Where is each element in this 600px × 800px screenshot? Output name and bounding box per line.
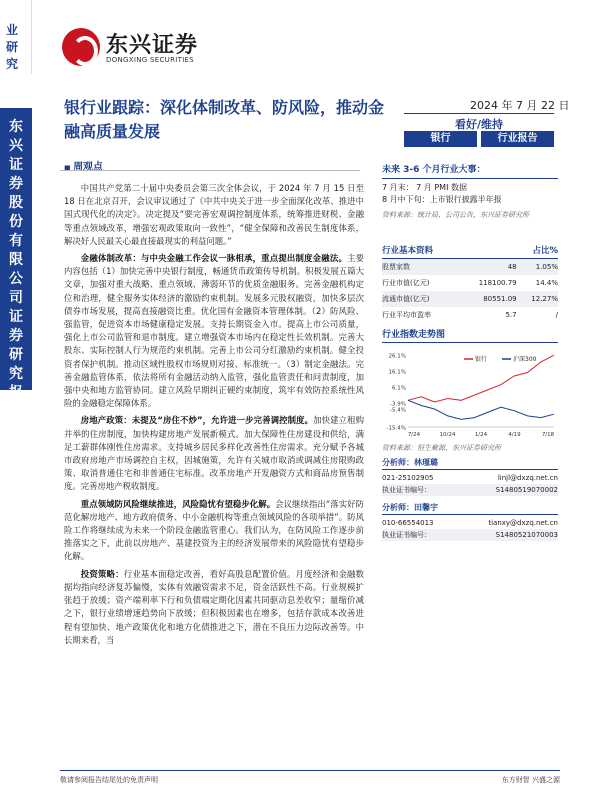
paragraph: 金融体制改革：与中央金融工作会议一脉相承，重点提出制度金融法。主要内容包括（1）加快完善中央银行制度，畅通货币政策传导机制。积极发展五篇大文章，加强对重大战略、重点领域、薄弱环节的优质金融服务。完善金融机构定位和治理，健全服务实体经济的激励约束机制。发展多元股权融资，加快多层次债券市场发展，提高直接融资比重。优化国有金融资本管理体制。（2）防风险、强监管，促进资本市场健康稳定发展。支持长期资金入市。提高上市公司质量，强化上市公司监管和退市制度。建立增强资本市场内在稳定性长效机制。完善大股东、实际控制人行为规范约束机制。完善上市公司分红激励约束机制。健全投资者保护机制。推动区域性股权市场规则对接、标准统一。（3）制定金融法。完善金融监管体系，依法将所有金融活动纳入监管，强化监管责任和问责制度，加强中央和地方监管协同。建立风险早期纠正硬约束制度，筑牢有效防控系统性风险的金融稳定保障体系。 <box>64 253 365 409</box>
calendar-item: 7 月末： 7 月 PMI 数据 <box>382 183 467 192</box>
legend-label-0: 银行 <box>475 356 488 363</box>
x-tick-label: 4/19 <box>508 432 521 438</box>
indicator-box <box>382 242 558 323</box>
date-divider <box>404 113 554 114</box>
indicator-head: 行业基本资料 <box>382 242 517 259</box>
x-tick-label: 1/24 <box>474 432 488 438</box>
paragraph: 重点领域防风险继续推进，风险隐忧有望稳步化解。会议继续指出“落实好防范化解房地产、地方政府债务、中小金融机构等重点领域风险的各项举措”。防风险工作将继续成为未来一个阶段金融监管重心。我们认为，在防风险工作逐步前推落实之下，此前以房地产、基建投资为主的经济发展带来的风险隐忧有望稳步化解。 <box>64 498 364 562</box>
analyst-phone: 021-25102905 linjl@dxzq.net.cn <box>382 474 558 482</box>
footer <box>60 770 560 785</box>
indicator-table <box>382 242 558 323</box>
section-rule <box>60 170 360 171</box>
sidebar <box>0 0 32 800</box>
x-tick-label: 7/18 <box>541 432 555 438</box>
sidebar-top-label: 业研究 <box>6 23 19 71</box>
logo-mark-icon <box>62 28 100 66</box>
legend-label-1: 沪深300 <box>513 356 537 363</box>
section-head: ■ 周观点 <box>64 158 103 173</box>
tag-type: 行业报告 <box>481 131 554 147</box>
calendar-head: 未来 3-6 个月行业大事： <box>382 164 558 179</box>
y-tick-label: 6.1% <box>392 385 406 392</box>
perf-head: 行业指数走势图 <box>382 327 558 343</box>
report-date: 2024 年 7 月 22 日 <box>470 99 570 112</box>
table-row: 流通市值(亿元) 80551.09 12.27% <box>382 291 558 307</box>
table-row: 行业市值(亿元) 118100.79 14.4% <box>382 278 558 287</box>
analyst-phone: 010-66554013 tianxy@dxzq.net.cn <box>382 519 558 527</box>
perf-box <box>382 327 558 346</box>
table-row: 行业平均市盈率 5.7 / <box>382 310 558 319</box>
rating: 看好/维持 <box>454 118 504 131</box>
paragraph: 中国共产党第二十届中央委员会第三次全体会议，于 2024 年 7 月 15 日至 18 日在北京召开，会议审议通过了《中共中央关于进一步全面深化改革、推进中国式现代化的决定》。决定提及“要完善宏观调控制度体系，统筹推进财税、金融等重点领域改革，增强宏观政策取向一致性”，“健全保障和改善民生制度体系，解决好人民最关心最直接最现实的利益问题。” <box>64 183 364 246</box>
series-line-1 <box>408 400 554 419</box>
perf-source-box <box>382 440 558 453</box>
index-chart-svg <box>382 349 558 439</box>
x-tick-label: 7/24 <box>407 432 421 438</box>
paragraph: 投资策略：行业基本面稳定改善，看好高股息配置价值。月度经济和金融数据均指向经济复苏偏慢，实体有效融资需求不足，资金活跃性不高。行业规模扩张趋于放缓；资产端利率下行和负债端定期化因素共同驱动息差收窄；量缩价减之下，银行业绩增速趋势向下放缓；但积极因素也在增多，包括存款成本改善进程有望加快、地产政策优化和地方化债推进之下，潜在不良压力边际改善等。中长期来看，当 <box>64 568 365 645</box>
calendar-box <box>382 164 558 221</box>
analyst-cert: 执业证书编号： S1480521070003 <box>382 531 558 539</box>
sidebar-band-label: 东兴证券股份有限公司证券研究报告 <box>9 119 23 420</box>
analyst-2: 分析师：田馨宇 010-66554013 tianxy@dxzq.net.cn 执业证书编号： S1480521070003 <box>382 503 558 539</box>
logo-cn: 东兴证券 <box>106 33 199 58</box>
sidebar-top <box>0 0 32 74</box>
report-title: 银行业跟踪：深化体制改革、防风险，推动金融高质量发展 <box>64 98 385 141</box>
footer-disclaimer: 敬请参阅报告结尾处的免责声明 <box>60 776 158 784</box>
sidebar-band <box>0 108 32 420</box>
report-body <box>64 182 364 651</box>
table-row: 股票家数 48 1.05% <box>382 259 558 275</box>
calendar-item: 8 月中下旬：上市银行披露半年报 <box>382 195 502 204</box>
paragraph: 房地产政策：未提及“房住不炒”，允许进一步完善调控制度。加快建立租购并举的住房制度，加快构建房地产发展新模式。加大保障性住房建设和供给，满足工薪群体刚性住房需求。支持城乡居民多样化改善性住房需求。充分赋予各城市政府房地产市场调控自主权，因城施策，允许有关城市取消或调减住房限购政策、取消普通住宅和非普通住宅标准。改革房地产开发融资方式和商品房预售制度。完善房地产税收制度。 <box>64 415 364 492</box>
tag-industry: 银行 <box>404 131 477 147</box>
calendar-source: 资料来源：统计局、公司公告，东兴证券研究所 <box>382 211 529 219</box>
y-tick-label: -3.9% <box>390 401 406 408</box>
y-tick-label: -15.4% <box>386 425 406 432</box>
analyst-cert: 执业证书编号： S1480519070002 <box>382 486 558 494</box>
index-chart <box>382 349 558 439</box>
indicator-col: 占比% <box>517 242 558 259</box>
footer-slogan: 东方财智 兴盛之源 <box>501 776 560 784</box>
logo-en: DONGXING SECURITIES <box>106 56 195 64</box>
analyst-1: 分析师：林瑾璐 021-25102905 linjl@dxzq.net.cn 执业证书编号： S1480519070002 <box>382 458 558 494</box>
y-tick-label: 16.1% <box>388 369 406 376</box>
y-tick-label: -5.4% <box>390 407 406 414</box>
report-tags <box>404 131 554 147</box>
y-tick-label: 26.1% <box>388 353 406 360</box>
perf-source: 资料来源：恒生聚源、东兴证券研究所 <box>382 444 501 452</box>
x-tick-label: 10/24 <box>439 432 456 438</box>
